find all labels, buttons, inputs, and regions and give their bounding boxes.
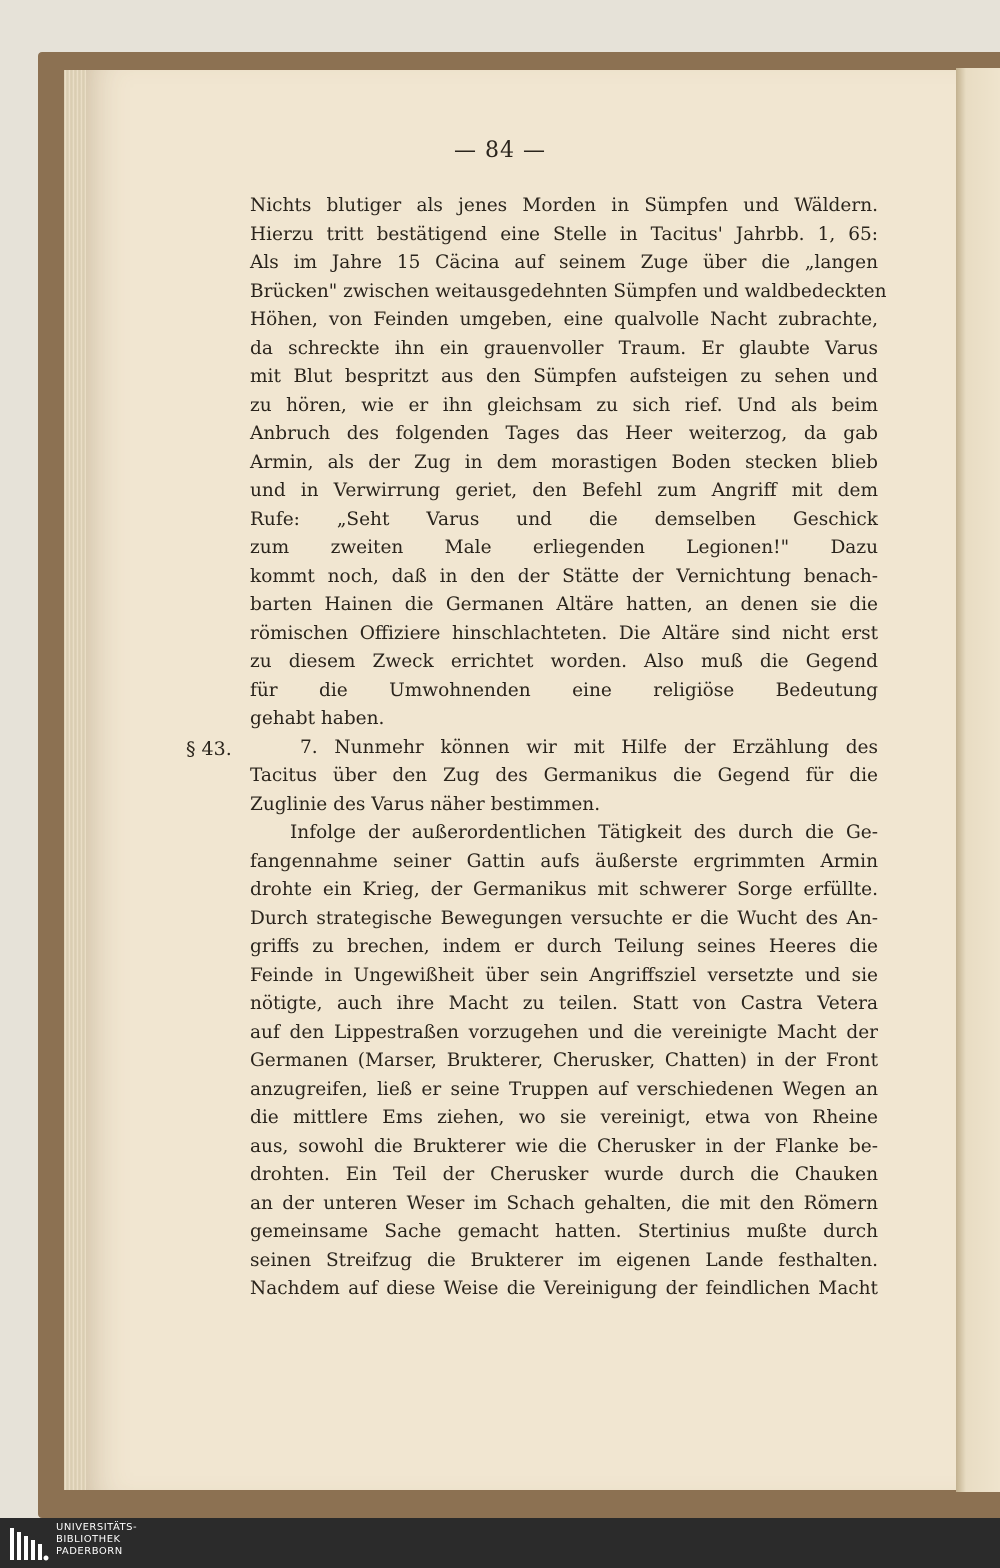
library-name-line-1: UNIVERSITÄTS- [56,1522,138,1533]
text-line: da schreckte ihn ein grauenvoller Traum. Er glaubte Varus [250,337,878,359]
library-name [56,1522,137,1558]
text-line: für die Umwohnenden eine religiöse Bedeutung [250,679,878,701]
text-line: römischen Offiziere hinschlachteten. Die Altäre sind nicht erst [250,622,878,644]
text-line: kommt noch, daß in den der Stätte der Vernichtung benach- [250,565,878,587]
text-line: Germanen (Marser, Brukterer, Cherusker, Chatten) in der Front [250,1050,878,1071]
text-line: Anbruch des folgenden Tages das Heer weiterzog, da gab [250,423,878,444]
text-line: die mittlere Ems ziehen, wo sie vereinigt, etwa von Rheine [250,1107,878,1128]
text-line: seinen Streifzug die Brukterer im eigenen Lande festhalten. [250,1249,878,1271]
library-name-line-3: PADERBORN [56,1546,123,1557]
text-line: zu diesem Zweck errichtet worden. Also muß die Gegend [250,651,878,672]
text-line: Brücken" zwischen weitausgedehnten Sümpfen und waldbedeckten [250,280,887,302]
text-line: Hierzu tritt bestätigend eine Stelle in Tacitus' Jahrbb. 1, 65: [250,223,878,245]
text-line: mit Blut bespritzt aus den Sümpfen aufsteigen zu sehen und [250,366,878,387]
text-line: Nichts blutiger als jenes Morden in Sümpfen und Wäldern. [250,195,878,216]
text-line: drohte ein Krieg, der Germanikus mit schwerer Sorge erfüllte. [250,879,878,900]
text-line: Zuglinie des Varus näher bestimmen. [250,793,601,815]
text-line: nötigte, auch ihre Macht zu teilen. Statt von Castra Vetera [250,993,878,1014]
library-logo-icon [8,1524,50,1564]
text-line: Nachdem auf diese Weise die Vereinigung der feindlichen Macht [250,1278,878,1299]
text-line: drohten. Ein Teil der Cherusker wurde durch die Chauken [250,1164,878,1185]
section-marker: § 43. [186,738,232,760]
text-line: auf den Lippestraßen vorzugehen und die vereinigte Macht der [250,1021,878,1043]
text-line: 7. Nunmehr können wir mit Hilfe der Erzählung des [300,736,878,758]
text-line: gemeinsame Sache gemacht hatten. Stertinius mußte durch [250,1221,878,1242]
text-line: Rufe: „Seht Varus und die demselben Geschick [250,508,878,530]
text-line: Feinde in Ungewißheit über sein Angriffsziel versetzte und sie [250,964,878,986]
adjacent-page [956,68,1000,1492]
text-line: griffs zu brechen, indem er durch Teilung seines Heeres die [250,936,878,957]
text-line: barten Hainen die Germanen Altäre hatten, an denen sie die [250,594,878,615]
text-line: anzugreifen, ließ er seine Truppen auf verschiedenen Wegen an [250,1078,878,1100]
page-edges [64,70,86,1490]
text-line: zu hören, wie er ihn gleichsam zu sich rief. Und als beim [250,394,878,416]
text-line: gehabt haben. [250,708,385,729]
text-line: an der unteren Weser im Schach gehalten, die mit den Römern [250,1192,878,1214]
text-line: fangennahme seiner Gattin aufs äußerste ergrimmten Armin [250,850,878,872]
text-line: Tacitus über den Zug des Germanikus die Gegend für die [250,765,878,786]
text-line: zum zweiten Male erliegenden Legionen!" Dazu [250,537,878,558]
text-line: Als im Jahre 15 Cäcina auf seinem Zuge über die „langen [250,252,878,273]
text-line: Höhen, von Feinden umgeben, eine qualvolle Nacht zubrachte, [250,309,878,330]
text-line: Armin, als der Zug in dem morastigen Boden stecken blieb [250,451,878,473]
text-line: aus, sowohl die Brukterer wie die Cherusker in der Flanke be- [250,1135,878,1157]
text-line: Durch strategische Bewegungen versuchte er die Wucht des An- [250,907,878,929]
library-name-line-2: BIBLIOTHEK [56,1534,121,1545]
library-footer [0,1518,1000,1568]
text-line: und in Verwirrung geriet, den Befehl zum Angriff mit dem [250,480,878,501]
page-number: — 84 — [454,138,546,163]
text-line: Infolge der außerordentlichen Tätigkeit des durch die Ge- [290,822,878,843]
